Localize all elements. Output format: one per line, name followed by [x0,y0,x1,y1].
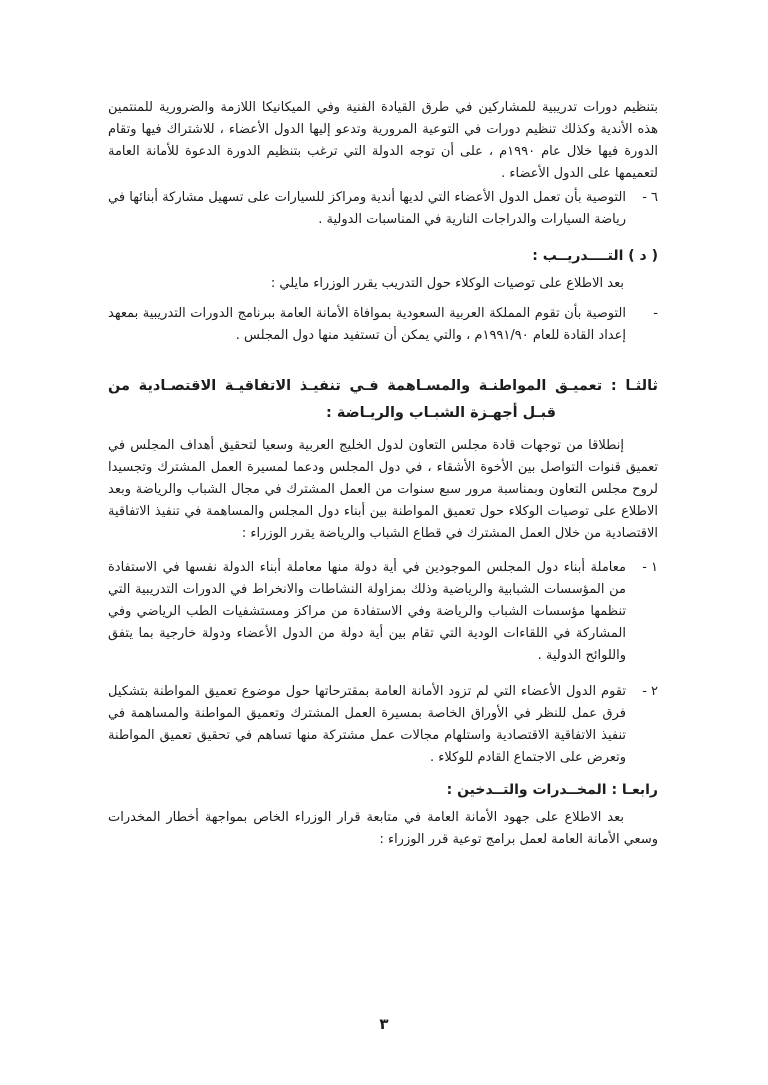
section-d-heading: ( د ) التــــدريــب : [532,248,658,264]
section-fourth-heading: رابعـا : المخــدرات والتــدخين : [446,782,658,798]
list-item-6-text: التوصية بأن تعمل الدول الأعضاء التي لديها أندية ومراكز للسيارات على تسهيل مشاركة أبنائها في رياضة السيارات والدراجات النارية في المناسبات الدولية . [108,190,626,227]
list-item-6-marker: ٦ - [642,190,658,205]
section-d-item-text: التوصية بأن تقوم المملكة العربية السعودية بموافاة الأمانة العامة ببرنامج الدورات التدريبية بمعهد إعداد القادة للعام ١٩٩١/٩٠م ، والتي يمكن أن تستفيد منها دول المجلس . [108,306,626,343]
section-third-heading-line1: ثالثـا : تعميـق المواطنـة والمسـاهمة فـي تنفيـذ الاتفاقيـة الاقتصـادية من [108,378,658,394]
page-content [108,97,658,851]
section-d-item-marker: - [653,306,658,321]
section-third-list-item-1 [108,557,658,667]
section-third-item-2-marker: ٢ - [642,684,658,699]
page-number: ٣ [379,1015,389,1033]
section-third-item-1-marker: ١ - [642,560,658,575]
section-d-intro: بعد الاطلاع على توصيات الوكلاء حول التدريب يقرر الوزراء مايلي : [270,276,624,291]
section-third-item-2-text: تقوم الدول الأعضاء التي لم تزود الأمانة العامة بمقترحاتها حول موضوع تعميق المواطنة بتشكيل فرق عمل للنظر في الأوراق الخاصة بمسيرة العمل المشترك وتعميق المواطنة والمساهمة في تنفيذ الاتفاقية الاقتصادية واستلهام مجالات عمل مشتركة منها تساهم في تحقيق تعميق المواطنة وتعرض على الاجتماع القادم للوكلاء . [108,684,626,765]
section-third-heading-line2: قبـل أجهـزة الشبـاب والريـاضة : [326,405,556,421]
section-third-intro: إنطلاقا من توجهات قادة مجلس التعاون لدول الخليج العربية وسعيا لتحقيق أهداف المجلس في تعميق قنوات التواصل بين الأخوة الأشقاء ، في دول المجلس ودعما لمسيرة العمل المشترك وتجسيدا لروح مجلس التعاون وبمناسبة مرور سبع سنوات من العمل المشترك في مجال الشباب والرياضة وبعد الاطلاع على توصيات الوكلاء حول تعميق المواطنة بين أبناء دول المجلس والمساهمة في تنفيذ الاتفاقية الاقتصادية من خلال العمل المشترك في قطاع الشباب والرياضة يقرر الوزراء : [108,438,658,541]
section-third-list-item-2 [108,681,658,769]
section-d-list-item [108,303,658,347]
paragraph-continuation: بتنظيم دورات تدريبية للمشاركين في طرق القيادة الفنية وفي الميكانيكا اللازمة والضرورية للمنتمين هذه الأندية وكذلك تنظيم دورات في التوعية المرورية وتدعو إليها الدول الأعضاء ، للاشتراك فيها وتقام الدورة فيها خلال عام ١٩٩٠م ، على أن توجه الدولة التي ترغب بتنظيم الدورة الدعوة للأمانة العامة لتعميمها على الدول الأعضاء . [108,100,658,181]
list-item-6 [108,187,658,231]
section-third-item-1-text: معاملة أبناء دول المجلس الموجودين في أية دولة منها معاملة أبناء الدولة نفسها في الاستفادة من المؤسسات الشبابية والرياضية وذلك بمزاولة النشاطات والانخراط في الدورات التدريبية التي تنظمها مؤسسات الشباب والرياضة وفي الاستفادة من مراكز ومستشفيات الطب الرياضي وفي المشاركة في اللقاءات الودية التي تقام بين أية دولة من الدول الأعضاء ودولة خارجية بما يتفق واللوائح الدولية . [108,560,626,663]
section-fourth-intro: بعد الاطلاع على جهود الأمانة العامة في متابعة قرار الوزراء الخاص بمواجهة أخطار المخدرات وسعي الأمانة العامة لعمل برامج توعية قرر الوزراء : [108,810,658,847]
